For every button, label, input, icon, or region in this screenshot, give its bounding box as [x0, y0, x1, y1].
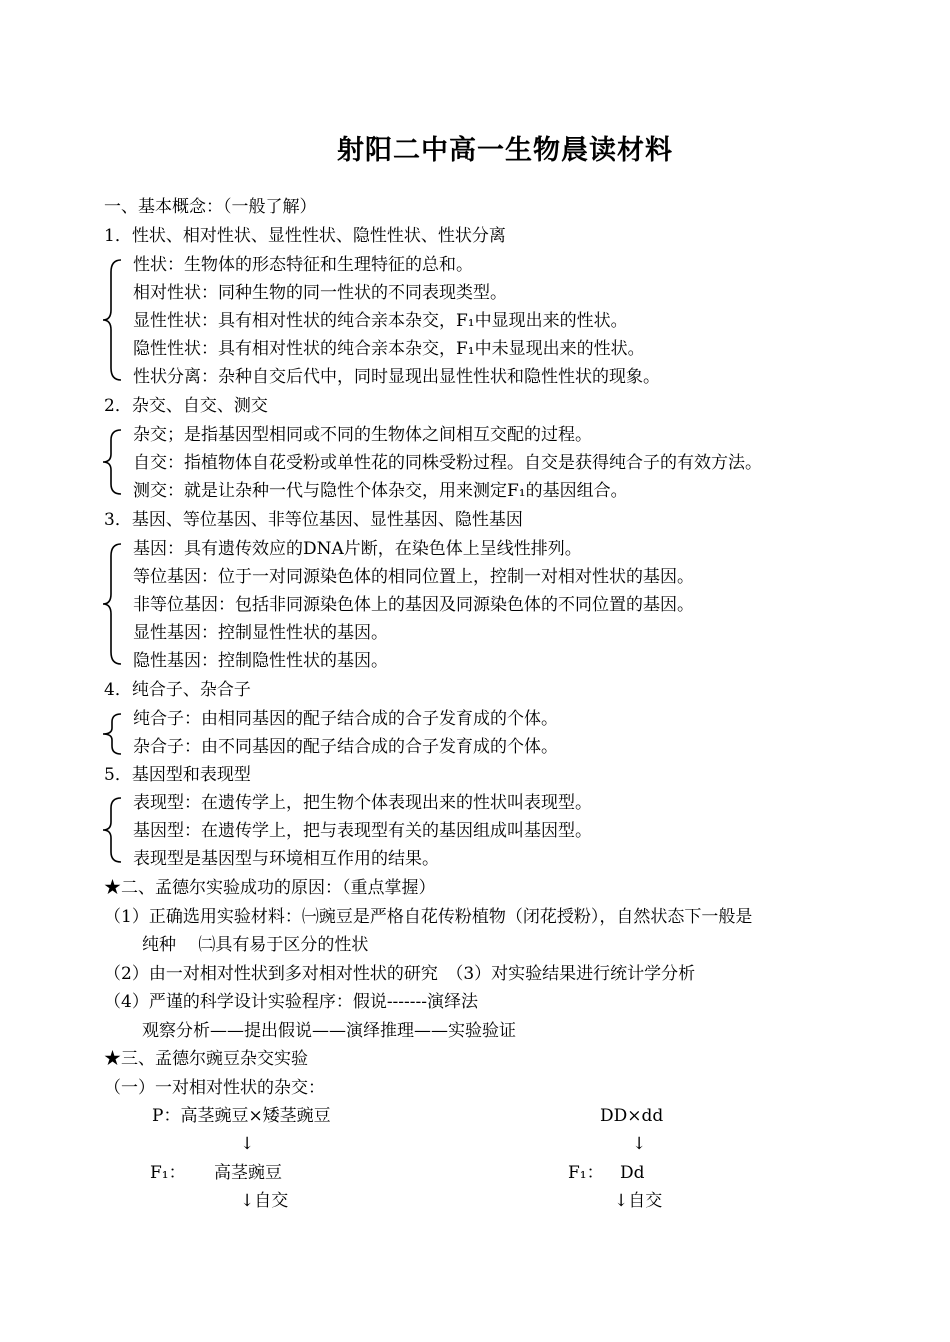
section2-line: 观察分析——提出假说——演绎推理——实验验证: [142, 1021, 516, 1041]
cross-left-selfing: ↓自交: [240, 1191, 289, 1211]
group2-heading: 2．杂交、自交、测交: [104, 396, 268, 416]
cross-left-f1-value: 高茎豌豆: [214, 1163, 282, 1183]
cross-right-arrow: ↓: [632, 1134, 647, 1154]
cross-right-f1-value: Dd: [620, 1163, 645, 1183]
group3-item: 基因：具有遗传效应的DNA片断，在染色体上呈线性排列。: [133, 539, 582, 559]
group2-item: 杂交；是指基因型相同或不同的生物体之间相互交配的过程。: [133, 425, 592, 445]
group1-brace: [101, 258, 127, 382]
page-title: 射阳二中高一生物晨读材料: [337, 135, 673, 166]
group1-item: 性状：生物体的形态特征和生理特征的总和。: [133, 255, 473, 275]
group1-item: 显性性状：具有相对性状的纯合亲本杂交，F₁中显现出来的性状。: [133, 311, 628, 331]
section3-subheading: （一）一对相对性状的杂交：: [104, 1078, 325, 1098]
cross-left-arrow: ↓: [240, 1134, 255, 1154]
group4-item: 杂合子：由不同基因的配子结合成的合子发育成的个体。: [133, 737, 558, 757]
group2-item: 测交：就是让杂种一代与隐性个体杂交，用来测定F₁的基因组合。: [133, 481, 628, 501]
section3-heading: ★三、孟德尔豌豆杂交实验: [104, 1049, 308, 1069]
group5-item: 表现型是基因型与环境相互作用的结果。: [133, 849, 439, 869]
group5-item: 表现型：在遗传学上，把生物个体表现出来的性状叫表现型。: [133, 793, 592, 813]
group4-heading: 4．纯合子、杂合子: [104, 680, 251, 700]
group2-brace: [101, 428, 127, 496]
group3-item: 非等位基因：包括非同源染色体上的基因及同源染色体的不同位置的基因。: [133, 595, 694, 615]
group1-item: 性状分离：杂种自交后代中，同时显现出显性性状和隐性性状的现象。: [133, 367, 660, 387]
cross-left-p: P：高茎豌豆×矮茎豌豆: [152, 1106, 331, 1126]
group1-item: 相对性状：同种生物的同一性状的不同表现类型。: [133, 283, 507, 303]
cross-right-f1-label: F₁：: [568, 1163, 604, 1183]
cross-left-f1-label: F₁：: [150, 1163, 186, 1183]
group1-item: 隐性性状：具有相对性状的纯合亲本杂交，F₁中未显现出来的性状。: [133, 339, 645, 359]
group5-item: 基因型：在遗传学上，把与表现型有关的基因组成叫基因型。: [133, 821, 592, 841]
group3-brace: [101, 542, 127, 666]
group3-item: 显性基因：控制显性性状的基因。: [133, 623, 388, 643]
section2-heading: ★二、孟德尔实验成功的原因：（重点掌握）: [104, 878, 436, 898]
section2-line: （1）正确选用实验材料：㈠豌豆是严格自花传粉植物（闭花授粉），自然状态下一般是: [104, 907, 753, 927]
cross-right-selfing: ↓自交: [614, 1191, 663, 1211]
group3-item: 隐性基因：控制隐性性状的基因。: [133, 651, 388, 671]
group3-item: 等位基因：位于一对同源染色体的相同位置上，控制一对相对性状的基因。: [133, 567, 694, 587]
section2-line: （4）严谨的科学设计实验程序：假说-------演绎法: [104, 992, 479, 1012]
group5-heading: 5．基因型和表现型: [104, 765, 251, 785]
group1-heading: 1．性状、相对性状、显性性状、隐性性状、性状分离: [104, 226, 506, 246]
section2-line: （2）由一对相对性状到多对相对性状的研究 （3）对实验结果进行统计学分析: [104, 964, 696, 984]
group5-brace: [101, 796, 127, 864]
section2-line: 纯种 ㈡具有易于区分的性状: [142, 935, 369, 955]
section1-heading: 一、基本概念：（一般了解）: [104, 197, 317, 217]
group2-item: 自交：指植物体自花受粉或单性花的同株受粉过程。自交是获得纯合子的有效方法。: [133, 453, 762, 473]
group4-item: 纯合子：由相同基因的配子结合成的合子发育成的个体。: [133, 709, 558, 729]
group4-brace: [101, 712, 127, 756]
cross-right-p: DD×dd: [600, 1106, 664, 1126]
group3-heading: 3．基因、等位基因、非等位基因、显性基因、隐性基因: [104, 510, 523, 530]
